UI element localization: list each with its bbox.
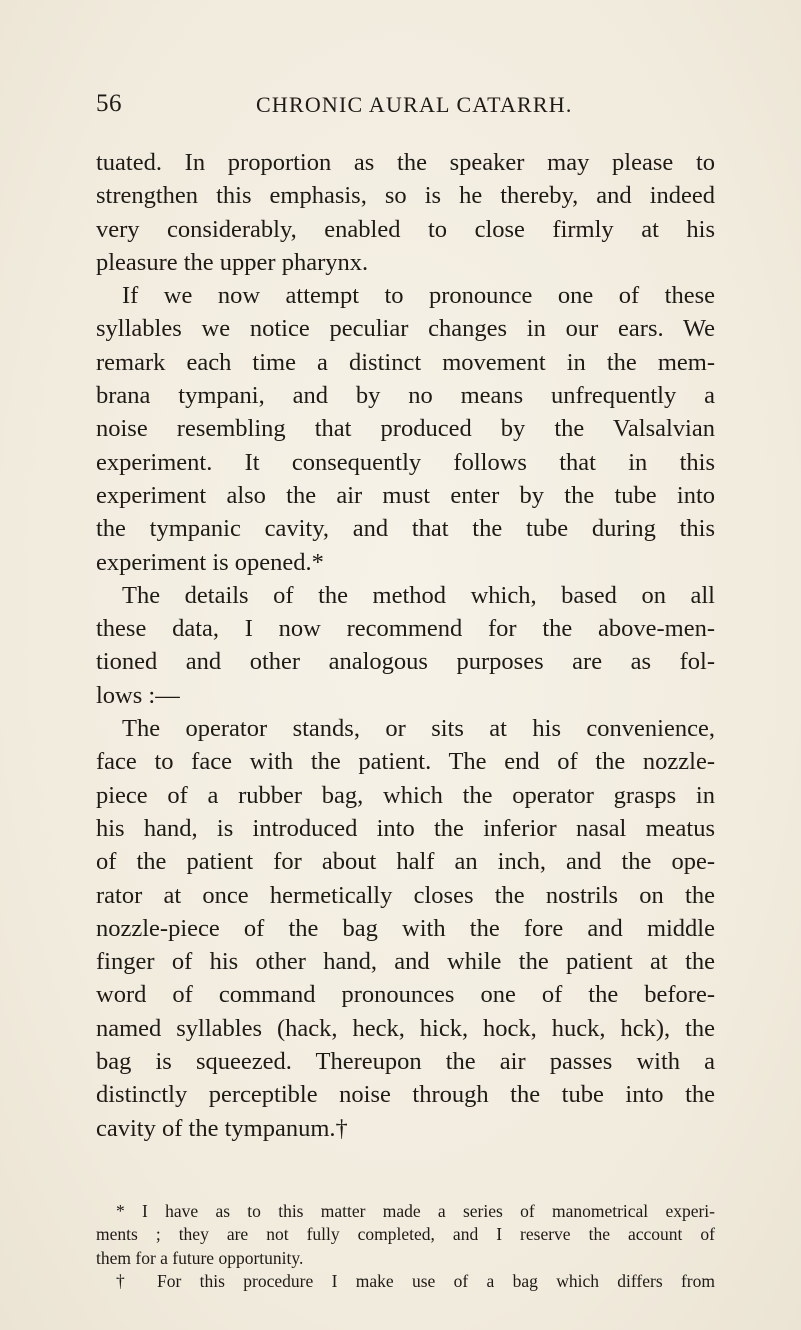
text-line: bag is squeezed. Thereupon the air passes with a — [96, 1048, 715, 1076]
text-line: syllables we notice peculiar changes in our ears. We — [96, 315, 715, 343]
text-line: piece of a rubber bag, which the operator grasps in — [96, 781, 715, 809]
paragraph-start-line: If we now attempt to pronounce one of these — [122, 282, 715, 310]
text-line: brana tympani, and by no means unfrequently a — [96, 382, 715, 410]
text-line: noise resembling that produced by the Valsalvian — [96, 415, 715, 443]
text-line: nozzle-piece of the bag with the fore and middle — [96, 914, 715, 942]
text-line: named syllables (hack, heck, hick, hock, huck, hck), the — [96, 1014, 715, 1042]
text-line: finger of his other hand, and while the patient at the — [96, 948, 715, 976]
page-header — [96, 90, 716, 120]
text-line: these data, I now recommend for the above-men- — [96, 615, 715, 643]
text-line: the tympanic cavity, and that the tube during this — [96, 515, 715, 543]
page-number: 56 — [96, 90, 122, 117]
footnotes — [96, 1200, 715, 1293]
footnote-line: them for a future opportunity. — [96, 1247, 304, 1268]
text-line: experiment also the air must enter by the tube into — [96, 481, 715, 509]
text-line: rator at once hermetically closes the nostrils on the — [96, 881, 715, 909]
footnote-line: * I have as to this matter made a series of manometrical experi- — [116, 1201, 715, 1221]
running-title: CHRONIC AURAL CATARRH. — [256, 92, 573, 117]
text-line: tuated. In proportion as the speaker may please to — [96, 149, 715, 176]
footnote-line: † For this procedure I make use of a bag which differs from — [116, 1270, 715, 1291]
footnote-line: ments ; they are not fully completed, and I reserve the account of — [96, 1224, 715, 1245]
text-line: experiment. It consequently follows that in this — [96, 448, 715, 476]
text-line: cavity of the tympanum.† — [96, 1114, 348, 1142]
text-line: experiment is opened.* — [96, 548, 324, 576]
text-line: his hand, is introduced into the inferior nasal meatus — [96, 814, 715, 842]
text-line: word of command pronounces one of the before- — [96, 981, 715, 1009]
text-line: strengthen this emphasis, so is he thereby, and indeed — [96, 182, 715, 210]
body-text — [96, 146, 715, 1145]
text-line: face to face with the patient. The end of the nozzle- — [96, 748, 715, 776]
text-line: remark each time a distinct movement in the mem- — [96, 348, 715, 376]
paragraph-start-line: The details of the method which, based on all — [122, 581, 715, 609]
text-line: of the patient for about half an inch, and the ope- — [96, 848, 715, 876]
text-line: very considerably, enabled to close firmly at his — [96, 215, 715, 243]
text-line: distinctly perceptible noise through the tube into the — [96, 1081, 715, 1109]
text-line: lows :— — [96, 681, 180, 709]
text-line: pleasure the upper pharynx. — [96, 248, 369, 276]
text-line: tioned and other analogous purposes are as fol- — [96, 648, 715, 676]
paragraph-start-line: The operator stands, or sits at his convenience, — [122, 715, 715, 743]
